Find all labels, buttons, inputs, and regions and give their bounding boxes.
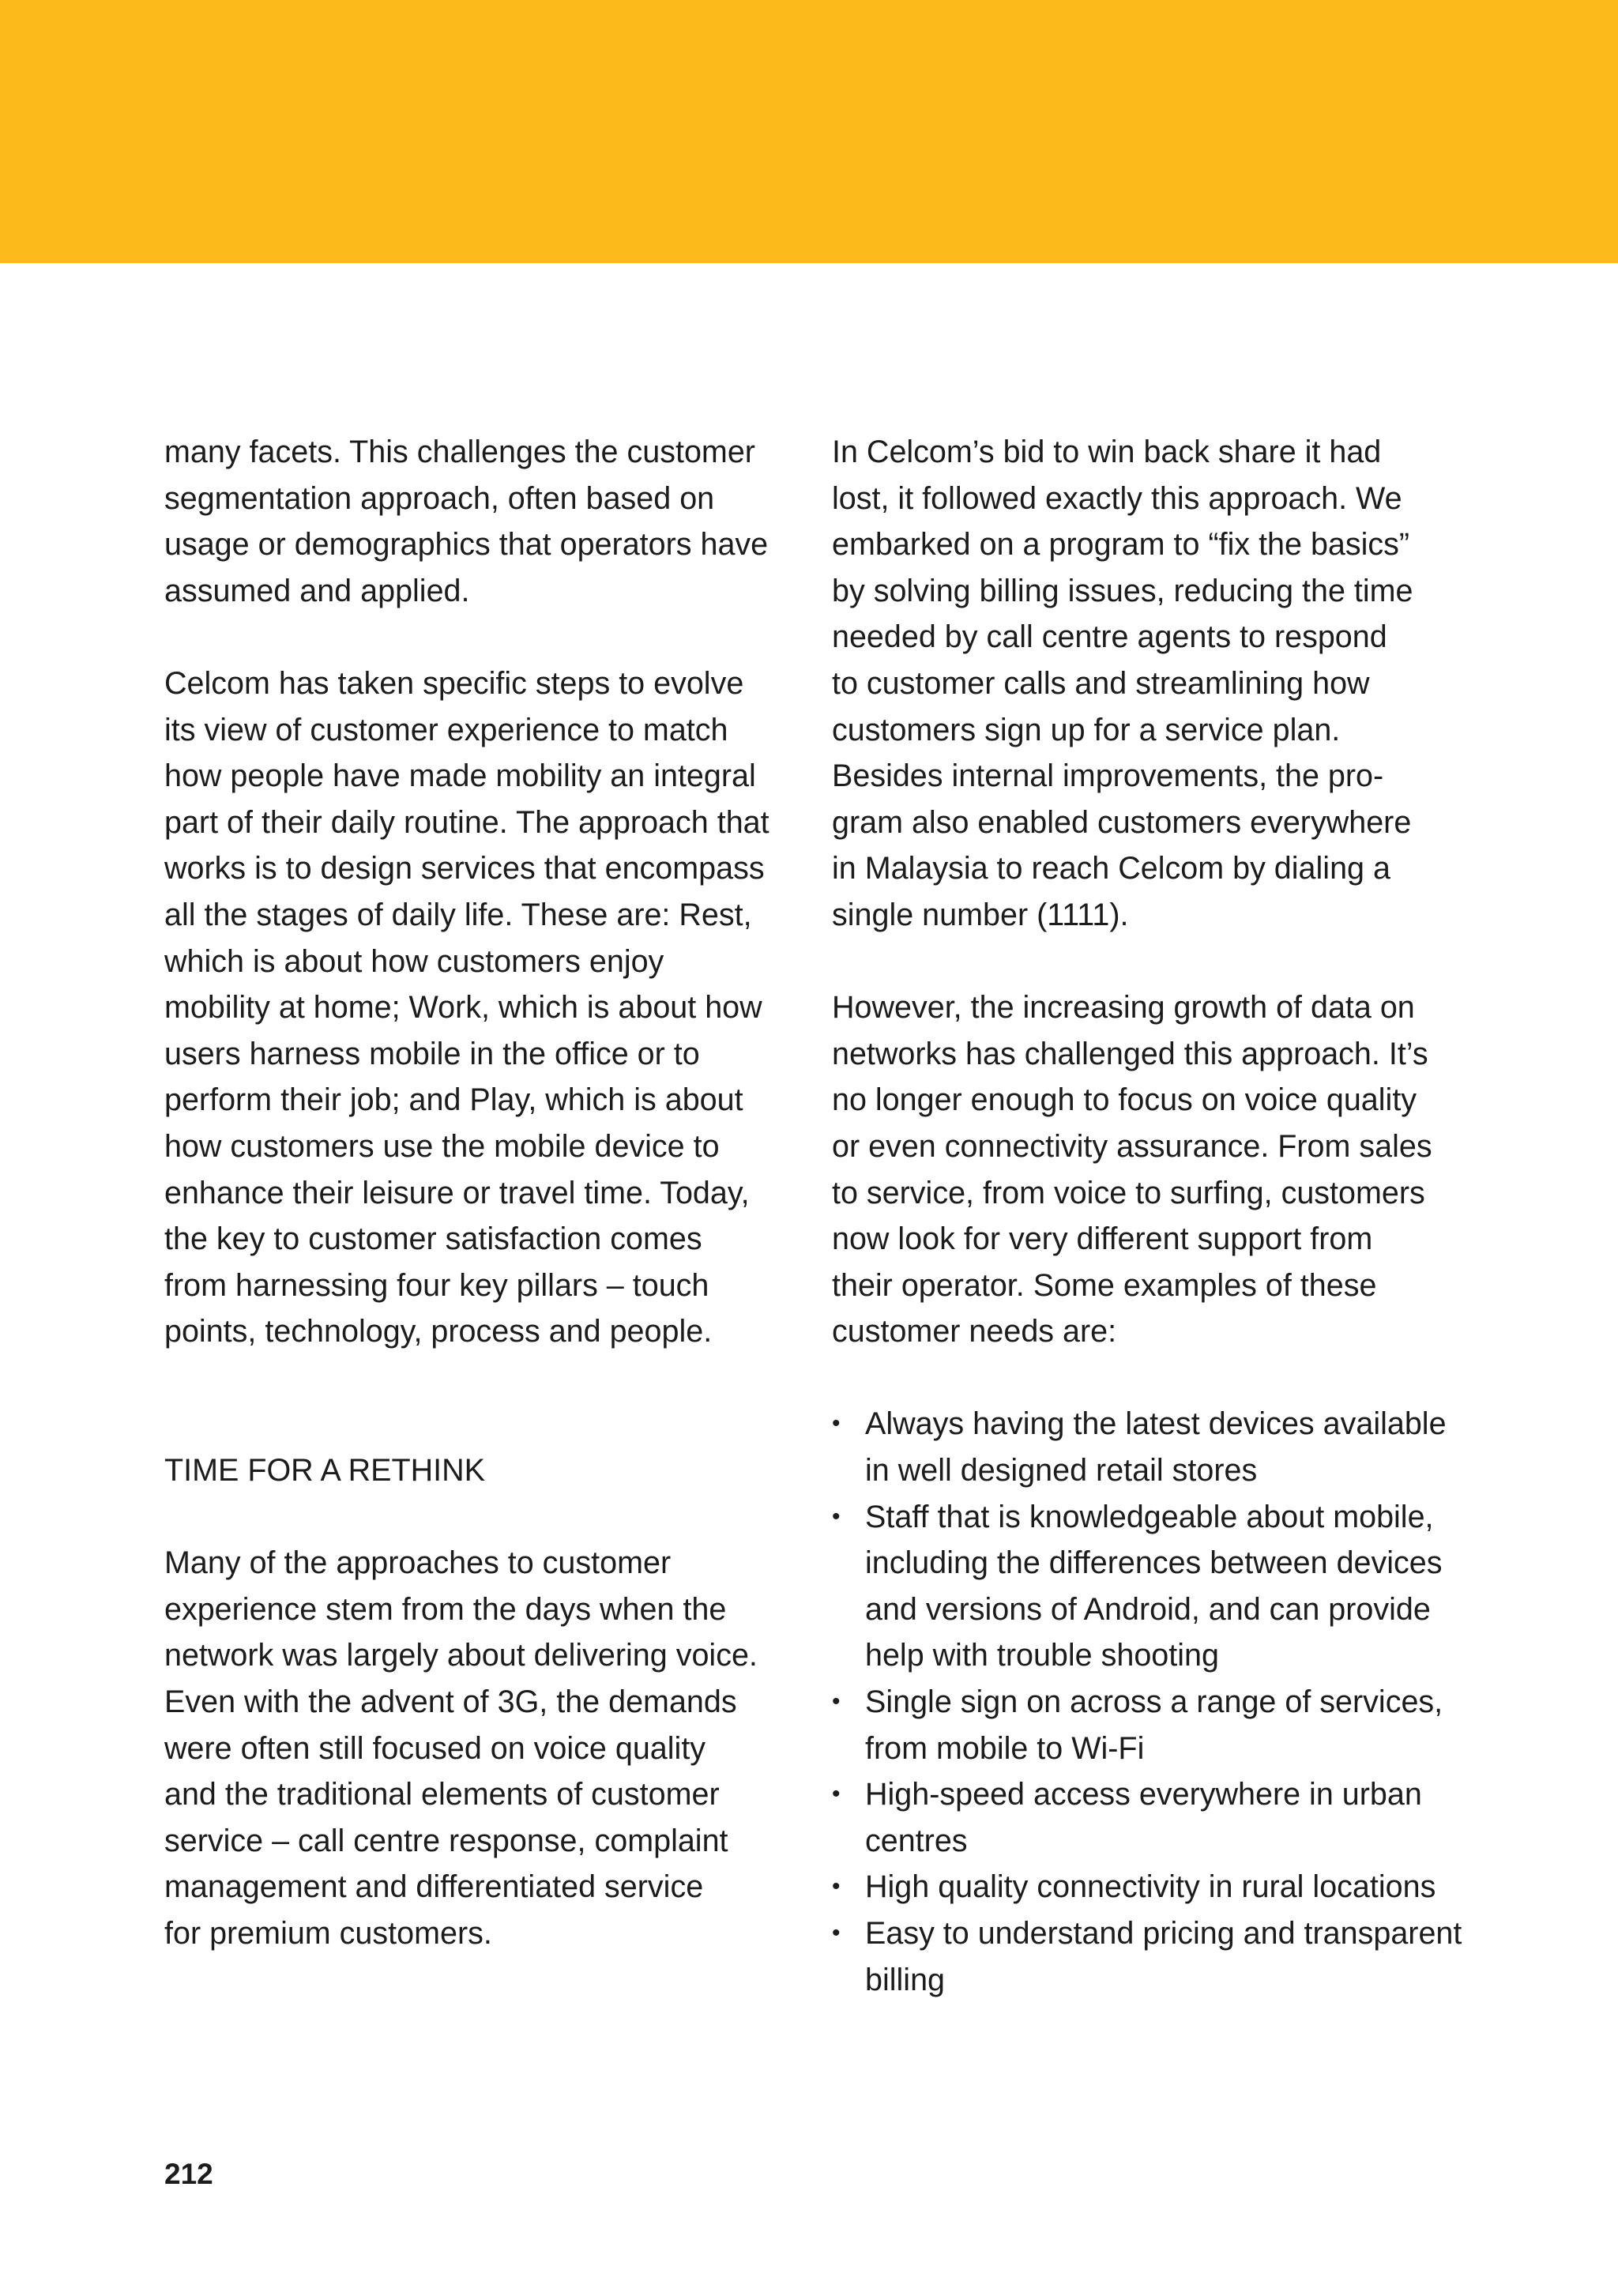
paragraph-fix-basics xyxy=(832,429,1464,939)
list-item xyxy=(832,1864,1464,1910)
text-line: many facets. This challenges the customer xyxy=(164,435,755,469)
text-line: single number (1111). xyxy=(832,897,1129,932)
text-line: Celcom has taken specific steps to evolve xyxy=(164,665,744,701)
text-line: Always having the latest devices available xyxy=(865,1406,1447,1442)
text-line: However, the increasing growth of data on xyxy=(832,990,1415,1026)
text-line: which is about how customers enjoy xyxy=(164,943,664,979)
text-line: customers sign up for a service plan. xyxy=(832,712,1341,747)
text-line: service – call centre response, complaint xyxy=(164,1823,728,1858)
text-line: by solving billing issues, reducing the time xyxy=(832,573,1413,608)
text-line: management and differentiated service xyxy=(164,1869,704,1905)
spacer xyxy=(164,1401,796,1447)
text-line: Single sign on across a range of services, xyxy=(865,1684,1443,1720)
text-line: points, technology, process and people. xyxy=(164,1314,713,1349)
text-line: in Malaysia to reach Celcom by dialing a xyxy=(832,851,1390,886)
paragraph-segmentation xyxy=(164,429,796,614)
text-line: segmentation approach, often based on xyxy=(164,480,715,516)
text-line: help with trouble shooting xyxy=(865,1638,1219,1673)
list-item xyxy=(832,1401,1464,1493)
bullet-icon: • xyxy=(832,1688,841,1715)
bullet-icon: • xyxy=(832,1410,841,1437)
text-line: Many of the approaches to customer xyxy=(164,1545,672,1581)
text-line: usage or demographics that operators have xyxy=(164,527,769,563)
text-line: enhance their leisure or travel time. Today, xyxy=(164,1175,750,1210)
text-line: how people have made mobility an integral xyxy=(164,758,756,794)
text-line: how customers use the mobile device to xyxy=(164,1128,720,1164)
page-number: 212 xyxy=(164,2158,213,2190)
text-line: no longer enough to focus on voice quality xyxy=(832,1082,1417,1118)
text-line: or even connectivity assurance. From sales xyxy=(832,1128,1432,1164)
text-line: their operator. Some examples of these xyxy=(832,1267,1377,1303)
left-text-column xyxy=(164,429,796,2003)
text-line: network was largely about delivering voice. xyxy=(164,1638,758,1673)
text-line: billing xyxy=(865,1962,946,1997)
text-line: the key to customer satisfaction comes xyxy=(164,1221,702,1257)
text-line: High quality connectivity in rural locations xyxy=(865,1869,1436,1905)
header-color-band xyxy=(0,0,1618,263)
paragraph-celcom-steps xyxy=(164,661,796,1355)
text-line: to service, from voice to surfing, customers xyxy=(832,1175,1425,1210)
text-line: customer needs are: xyxy=(832,1314,1117,1349)
text-line: In Celcom’s bid to win back share it had xyxy=(832,435,1382,469)
bullet-icon: • xyxy=(832,1873,841,1900)
right-text-column xyxy=(832,429,1464,2003)
paragraph-approaches xyxy=(164,1540,796,1956)
text-line: Even with the advent of 3G, the demands xyxy=(164,1684,737,1720)
text-line: for premium customers. xyxy=(164,1916,492,1951)
bullet-icon: • xyxy=(832,1920,841,1946)
text-line: assumed and applied. xyxy=(164,573,470,608)
text-line: now look for very different support from xyxy=(832,1221,1373,1257)
text-line: High-speed access everywhere in urban xyxy=(865,1777,1422,1812)
text-line: and versions of Android, and can provide xyxy=(865,1591,1431,1627)
text-line: to customer calls and streamlining how xyxy=(832,665,1370,701)
section-heading: TIME FOR A RETHINK xyxy=(164,1453,486,1489)
list-item xyxy=(832,1679,1464,1771)
text-line: lost, it followed exactly this approach. We xyxy=(832,480,1402,516)
text-line: were often still focused on voice quality xyxy=(164,1730,706,1766)
text-line: all the stages of daily life. These are: Rest, xyxy=(164,897,752,932)
text-line: from harnessing four key pillars – touch xyxy=(164,1267,709,1303)
text-line: Besides internal improvements, the pro- xyxy=(832,758,1384,794)
bullet-icon: • xyxy=(832,1503,841,1530)
text-line: perform their job; and Play, which is about xyxy=(164,1082,743,1118)
list-item xyxy=(832,1910,1464,2003)
text-line: part of their daily routine. The approach that xyxy=(164,804,769,840)
text-line: centres xyxy=(865,1823,968,1858)
text-line: networks has challenged this approach. It’s xyxy=(832,1036,1428,1071)
text-line: users harness mobile in the office or to xyxy=(164,1036,700,1071)
text-line: Staff that is knowledgeable about mobile, xyxy=(865,1499,1434,1534)
text-line: its view of customer experience to match xyxy=(164,712,728,747)
text-line: experience stem from the days when the xyxy=(164,1591,727,1627)
text-line: needed by call centre agents to respond xyxy=(832,619,1387,655)
text-line: mobility at home; Work, which is about how xyxy=(164,990,762,1026)
text-line: and the traditional elements of customer xyxy=(164,1777,720,1812)
text-line: gram also enabled customers everywhere xyxy=(832,804,1412,840)
paragraph-data-growth xyxy=(832,984,1464,1355)
text-line: works is to design services that encompass xyxy=(164,851,765,886)
text-line: Easy to understand pricing and transparent xyxy=(865,1916,1462,1951)
text-line: from mobile to Wi-Fi xyxy=(865,1730,1145,1766)
bullet-icon: • xyxy=(832,1781,841,1808)
list-item xyxy=(832,1771,1464,1864)
text-line: embarked on a program to “fix the basics” xyxy=(832,527,1410,563)
customer-needs-list xyxy=(832,1401,1464,2003)
text-line: including the differences between devices xyxy=(865,1545,1443,1581)
list-item xyxy=(832,1494,1464,1679)
text-line: in well designed retail stores xyxy=(865,1453,1258,1489)
